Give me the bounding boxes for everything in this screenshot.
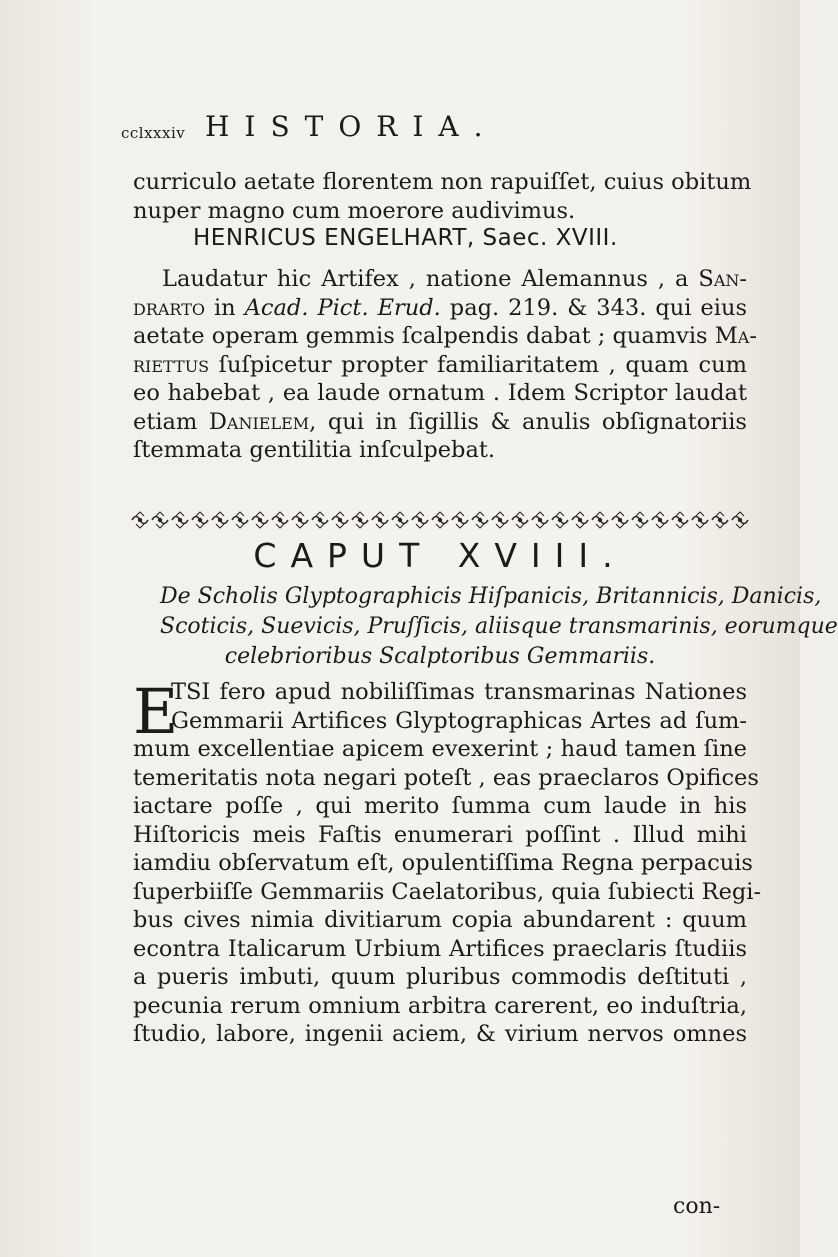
text-line: ſtudio, labore, ingenii aciem, & virium nervos omnes (133, 1021, 747, 1047)
page-header (121, 110, 741, 150)
chapter-title: CAPUT XVIII. (253, 536, 627, 575)
author-name: riettus (133, 351, 210, 378)
text-line: pecunia rerum omnium arbitra carerent, eo induſtria, (133, 992, 747, 1019)
text-line: a pueris imbuti, quum pluribus commodis deſtituti , (133, 964, 747, 990)
text-line (133, 322, 757, 351)
subtitle-line: celebrioribus Scalptoribus Gemmariis. (224, 644, 656, 669)
text-line: iamdiu obſervatum eſt, opulentiſſima Regna perpacuis (133, 850, 753, 876)
text-line: Gemmarii Artifices Glyptographicas Artes ad ſum- (171, 707, 747, 734)
text-line (133, 351, 747, 380)
running-title: HISTORIA. (205, 110, 498, 143)
text-line: TSI fero apud nobiliſſimas transmarinas Nationes (171, 679, 747, 705)
entry-paragraph (133, 265, 757, 465)
text-line: ſuperbiiſſe Gemmariis Caelatoribus, quia ſubiecti Regi- (133, 878, 762, 905)
text-line: econtra Italicarum Urbium Artifices praeclaris ſtudiis (133, 935, 747, 962)
text-line: bus cives nimia divitiarum copia abundarent : quum (133, 907, 747, 933)
text-line: mum excellentiae apicem evexerint ; haud tamen ſine (133, 736, 747, 762)
text-line (133, 408, 747, 437)
author-name: drarto (133, 294, 205, 321)
subtitle-line: De Scholis Glyptographicis Hiſpanicis, Britannicis, Danicis, (160, 584, 822, 609)
text-line: eo habebat , ea laude ornatum . Idem Scriptor laudat (133, 380, 747, 406)
text-line: iactare poſſe , qui merito ſumma cum laude in his (133, 793, 747, 819)
chapter-subtitle (160, 582, 838, 672)
text-line: ſtemmata gentilitia inſculpebat. (133, 437, 496, 463)
author-name: San- (698, 266, 747, 292)
ornament-graphic (130, 510, 750, 530)
text-fragment: etiam (133, 408, 209, 435)
ornamental-rule (130, 510, 750, 530)
chapter-body (133, 675, 762, 1049)
catchword: con- (673, 1194, 721, 1219)
author-name: Ma- (714, 323, 757, 349)
text-line: nuper magno cum moerore audivimus. (133, 197, 576, 224)
text-line: curriculo aetate florentem non rapuiſſet, cuius obitum (133, 169, 752, 195)
text-fragment: , qui in ſigillis & anulis obſignatoriis (309, 408, 747, 435)
text-line (133, 265, 747, 294)
text-line: temeritatis nota negari poteſt , eas praeclaros Opifices (133, 764, 759, 791)
entry-heading: HENRICUS ENGELHART, Saec. XVIII. (193, 225, 618, 251)
text-line: Hiſtoricis meis Faſtis enumerari poſſint . Illud mihi (133, 821, 747, 848)
text-line (133, 294, 747, 323)
drop-capital: E (133, 675, 179, 748)
subtitle-line: Scoticis, Suevicis, Pruſſicis, aliisque transmarinis, eorumque (160, 614, 838, 639)
page-number: cclxxxiv (121, 124, 186, 142)
text-fragment: pag. 219. & 343. qui eius (440, 294, 747, 321)
opening-paragraph (133, 168, 752, 225)
text-fragment: in (204, 294, 245, 321)
citation: Acad. Pict. Erud. (244, 294, 441, 321)
author-name: Danielem (208, 408, 310, 435)
text-fragment: aetate operam gemmis ſcalpendis dabat ; quamvis (133, 323, 715, 349)
text-fragment: Laudatur hic Artifex , natione Alemannus , a (162, 266, 699, 292)
text-fragment: ſuſpicetur propter familiaritatem , quam cum (209, 351, 747, 378)
